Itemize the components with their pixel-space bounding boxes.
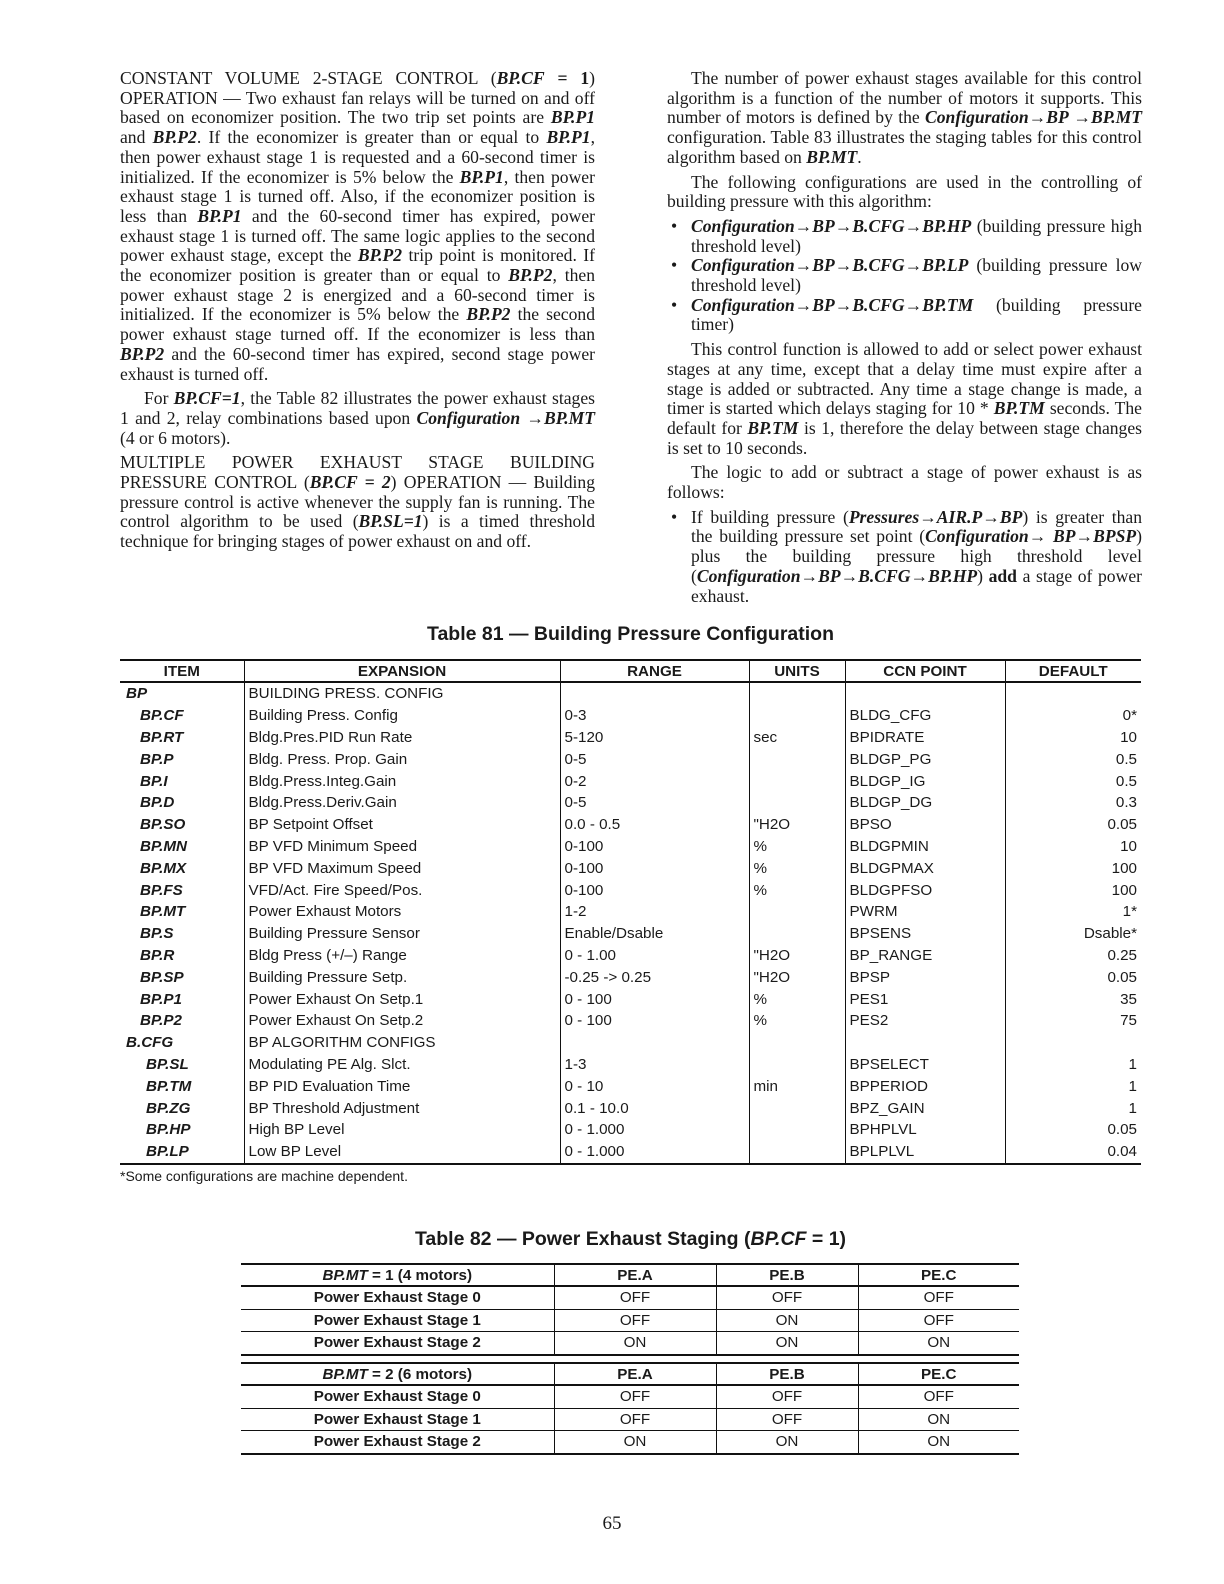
cell-pe-b: OFF: [716, 1408, 858, 1431]
cell-stage: Power Exhaust Stage 0: [241, 1286, 554, 1309]
bullet-bp-hp: • Configuration→BP→B.CFG→BP.HP (building pressure high threshold level): [667, 217, 1142, 256]
col-header-range: RANGE: [560, 660, 749, 682]
table-row: [120, 792, 1141, 814]
cell-default: 1: [1005, 1097, 1141, 1119]
cell-ccn-point: PWRM: [845, 901, 1005, 923]
cell-stage: Power Exhaust Stage 1: [241, 1408, 554, 1431]
cell-item: BP: [126, 685, 148, 703]
cell-range: 0 - 1.00: [560, 945, 749, 967]
cell-default: 0.3: [1005, 792, 1141, 814]
cell-item: B.CFG: [126, 1034, 174, 1052]
table81-footnote: *Some configurations are machine dependent.: [120, 1168, 408, 1184]
left-column: [120, 69, 595, 557]
cell-default: 0.05: [1005, 1119, 1141, 1141]
cell-item: BP.RT: [140, 728, 184, 746]
cell-item: BP.MT: [140, 903, 186, 921]
right-column: [667, 69, 1142, 611]
table82-group-4-motors: [241, 1263, 1019, 1356]
cell-item: BP.SO: [140, 816, 186, 834]
table81-title: Table 81 — Building Pressure Configuration: [426, 623, 835, 645]
cell-ccn-point: BLDGPFSO: [845, 879, 1005, 901]
table-row: [120, 988, 1141, 1010]
cell-pe-b: OFF: [716, 1286, 858, 1309]
paragraph-constant-volume: CONSTANT VOLUME 2-STAGE CONTROL (BP.CF = 1) OPERATION — Two exhaust fan relays will be turned on and off based on economizer position. The two trip set points are BP.P1 and BP.P2. If the economizer is greater than or equal to BP.P1, then power exhaust stage 1 is requested and a 60-second timer is initialized. If the economizer is 5% below the BP.P1, then power exhaust stage 1 is turned off. Also, if the economizer position is less than BP.P1 and the 60-second timer has expired, power exhaust stage 1 is turned off. The same logic applies to the second power exhaust stage, except the BP.P2 trip point is monitored. If the economizer position is greater than or equal to BP.P2, then power exhaust stage 2 is energized and a 60-second timer is initialized. If the economizer is 5% below the BP.P2 the second power exhaust stage turned off. If the economizer is less than BP.P2 and the 60-second timer has expired, second stage power exhaust is turned off.: [120, 68, 596, 384]
cell-ccn-point: BPZ_GAIN: [845, 1097, 1005, 1119]
cell-default: 100: [1005, 857, 1141, 879]
table-row: [120, 857, 1141, 879]
cell-item: BP.HP: [146, 1121, 191, 1139]
cell-units: [749, 748, 845, 770]
col-header-item: ITEM: [120, 660, 244, 682]
cell-expansion: Bldg.Pres.PID Run Rate: [244, 727, 560, 749]
cell-ccn-point: [845, 682, 1005, 705]
table82-group-6-motors: [241, 1362, 1019, 1455]
cell-pe-c: OFF: [858, 1309, 1019, 1332]
paragraph-bpcf1: For BP.CF=1, the Table 82 illustrates the power exhaust stages 1 and 2, relay combinations based upon Configuration →BP.MT (4 or 6 motors).: [120, 388, 595, 448]
cell-item: BP.LP: [120, 1141, 244, 1164]
col-header-expansion: EXPANSION: [244, 660, 560, 682]
cell-units: "H2O: [749, 945, 845, 967]
cell-ccn-point: [845, 1032, 1005, 1054]
table-row: [241, 1385, 1019, 1408]
bullet-bp-lp: • Configuration→BP→B.CFG→BP.LP (building pressure low threshold level): [667, 256, 1142, 295]
table-row: [120, 923, 1141, 945]
cell-range: 1-3: [560, 1054, 749, 1076]
table-row: [120, 1032, 1141, 1054]
cell-pe-b: ON: [716, 1332, 858, 1355]
cell-expansion: BP PID Evaluation Time: [244, 1075, 560, 1097]
cell-range: 0-5: [560, 792, 749, 814]
cell-ccn-point: BPSP: [845, 966, 1005, 988]
cell-item: BP.SL: [146, 1055, 189, 1073]
cell-ccn-point: BPPERIOD: [845, 1075, 1005, 1097]
cell-pe-a: ON: [554, 1431, 716, 1454]
page-number: 65: [602, 1513, 622, 1534]
table-row: [241, 1408, 1019, 1431]
col-header-pe-a: PE.A: [554, 1264, 716, 1286]
cell-ccn-point: PES2: [845, 1010, 1005, 1032]
cell-default: Dsable*: [1005, 923, 1141, 945]
paragraph-logic-intro: The logic to add or subtract a stage of power exhaust is as follows:: [667, 462, 1142, 503]
cell-ccn-point: BLDGPMAX: [845, 857, 1005, 879]
col-header-pe-a: PE.A: [554, 1363, 716, 1385]
table-row: [120, 1075, 1141, 1097]
cell-range: 0-100: [560, 836, 749, 858]
cell-range: 0-2: [560, 770, 749, 792]
table82-group-header-row: [241, 1264, 1019, 1286]
cell-ccn-point: BLDGPMIN: [845, 836, 1005, 858]
bullet-bp-tm: • Configuration→BP→B.CFG→BP.TM (building pressure timer): [667, 296, 1142, 335]
cell-units: %: [749, 857, 845, 879]
table-row: [120, 748, 1141, 770]
cell-item: BP.FS: [140, 881, 183, 899]
table-row: [120, 901, 1141, 923]
table-row: [241, 1431, 1019, 1454]
cell-expansion: VFD/Act. Fire Speed/Pos.: [244, 879, 560, 901]
cell-expansion: Building Pressure Sensor: [244, 923, 560, 945]
cell-pe-a: ON: [554, 1332, 716, 1355]
cell-range: 0.0 - 0.5: [560, 814, 749, 836]
table-row: [120, 814, 1141, 836]
cell-default: 0.05: [1005, 814, 1141, 836]
cell-units: [749, 1097, 845, 1119]
cell-item: BP.R: [140, 946, 175, 964]
cell-pe-b: OFF: [716, 1385, 858, 1408]
table-row: [120, 1010, 1141, 1032]
cell-range: 0.1 - 10.0: [560, 1097, 749, 1119]
cell-range: [560, 1032, 749, 1054]
cell-item: BP.TM: [146, 1077, 192, 1095]
cell-ccn-point: BPHPLVL: [845, 1119, 1005, 1141]
cell-default: 35: [1005, 988, 1141, 1010]
cell-stage: Power Exhaust Stage 2: [241, 1332, 554, 1355]
cell-item: BP.SP: [140, 968, 184, 986]
cell-ccn-point: BPSELECT: [845, 1054, 1005, 1076]
cell-range: 0 - 100: [560, 988, 749, 1010]
cell-units: %: [749, 1010, 845, 1032]
cell-ccn-point: BLDGP_DG: [845, 792, 1005, 814]
paragraph-configs-intro: The following configurations are used in the controlling of building pressure with this algorithm:: [667, 171, 1142, 212]
cell-units: [749, 901, 845, 923]
group-header-motors: BP.MT = 1 (4 motors): [241, 1264, 554, 1286]
paragraph-multiple-stage: MULTIPLE POWER EXHAUST STAGE BUILDING PRESSURE CONTROL (BP.CF = 2) OPERATION — Building pressure control is active whenever the supply fan is running. The control algorithm to be used (BP.SL=1) is a timed threshold technique for bringing stages of power exhaust on and off.: [120, 452, 596, 552]
cell-expansion: Building Press. Config: [244, 705, 560, 727]
table82-title: Table 82 — Power Exhaust Staging (BP.CF = 1): [414, 1228, 847, 1250]
cell-default: 10: [1005, 836, 1141, 858]
cell-ccn-point: BPSENS: [845, 923, 1005, 945]
table82-group-header-row: [241, 1363, 1019, 1385]
table82-group-body: [241, 1385, 1019, 1454]
cell-expansion: Building Pressure Setp.: [244, 966, 560, 988]
cell-range: 0 - 10: [560, 1075, 749, 1097]
cell-range: 0 - 100: [560, 1010, 749, 1032]
cell-units: [749, 923, 845, 945]
cell-expansion: Power Exhaust On Setp.1: [244, 988, 560, 1010]
cell-range: 0-100: [560, 879, 749, 901]
cell-units: [749, 682, 845, 705]
cell-range: 0-5: [560, 748, 749, 770]
cell-pe-c: ON: [858, 1408, 1019, 1431]
cell-default: 0.5: [1005, 748, 1141, 770]
table81-header-row: [120, 660, 1141, 682]
cell-ccn-point: BP_RANGE: [845, 945, 1005, 967]
cell-item: BP.P: [140, 750, 174, 768]
cell-expansion: BP ALGORITHM CONFIGS: [244, 1032, 560, 1054]
table-row: [120, 770, 1141, 792]
cell-item: BP.P2: [140, 1012, 182, 1030]
cell-ccn-point: BPLPLVL: [845, 1141, 1005, 1164]
cell-units: [749, 1032, 845, 1054]
cell-units: "H2O: [749, 966, 845, 988]
cell-range: 0 - 1.000: [560, 1141, 749, 1164]
table-row: [120, 1097, 1141, 1119]
cell-pe-c: OFF: [858, 1385, 1019, 1408]
col-header-pe-b: PE.B: [716, 1264, 858, 1286]
cell-default: 0.05: [1005, 966, 1141, 988]
cell-units: "H2O: [749, 814, 845, 836]
cell-units: [749, 1141, 845, 1164]
cell-units: %: [749, 988, 845, 1010]
cell-expansion: Bldg Press (+/–) Range: [244, 945, 560, 967]
cell-item: BP.MN: [140, 837, 187, 855]
cell-stage: Power Exhaust Stage 1: [241, 1309, 554, 1332]
cell-units: min: [749, 1075, 845, 1097]
table-row: [120, 727, 1141, 749]
table81: [120, 659, 1141, 1165]
table81-body: [120, 682, 1141, 1164]
col-header-pe-c: PE.C: [858, 1264, 1019, 1286]
cell-units: [749, 705, 845, 727]
col-header-pe-b: PE.B: [716, 1363, 858, 1385]
cell-ccn-point: BLDGP_PG: [845, 748, 1005, 770]
cell-units: [749, 1054, 845, 1076]
cell-default: 10: [1005, 727, 1141, 749]
cell-expansion: Low BP Level: [244, 1141, 560, 1164]
cell-units: %: [749, 879, 845, 901]
cell-item: BP.D: [140, 794, 175, 812]
cell-ccn-point: BPIDRATE: [845, 727, 1005, 749]
col-header-default: DEFAULT: [1005, 660, 1141, 682]
table-row: [120, 966, 1141, 988]
cell-item: BP.P1: [140, 990, 182, 1008]
logic-bullet-list: [667, 508, 1142, 607]
cell-expansion: Bldg.Press.Integ.Gain: [244, 770, 560, 792]
cell-expansion: BP VFD Minimum Speed: [244, 836, 560, 858]
table82-group-body: [241, 1286, 1019, 1355]
group-header-motors: BP.MT = 2 (6 motors): [241, 1363, 554, 1385]
cell-expansion: Bldg.Press.Deriv.Gain: [244, 792, 560, 814]
cell-expansion: BP Setpoint Offset: [244, 814, 560, 836]
cell-range: 0 - 1.000: [560, 1119, 749, 1141]
cell-default: 0.25: [1005, 945, 1141, 967]
cell-ccn-point: PES1: [845, 988, 1005, 1010]
cell-pe-a: OFF: [554, 1385, 716, 1408]
cell-range: [560, 682, 749, 705]
table-row: [120, 945, 1141, 967]
cell-item: BP.CF: [140, 707, 184, 725]
cell-ccn-point: BLDGP_IG: [845, 770, 1005, 792]
cell-pe-b: ON: [716, 1309, 858, 1332]
cell-default: 1: [1005, 1075, 1141, 1097]
col-header-ccn-point: CCN POINT: [845, 660, 1005, 682]
cell-stage: Power Exhaust Stage 0: [241, 1385, 554, 1408]
table-row: [120, 836, 1141, 858]
cell-default: [1005, 1032, 1141, 1054]
cell-default: [1005, 682, 1141, 705]
cell-item: BP.I: [140, 772, 168, 790]
cell-expansion: High BP Level: [244, 1119, 560, 1141]
table-row: [120, 705, 1141, 727]
cell-pe-b: ON: [716, 1431, 858, 1454]
cell-default: 1: [1005, 1054, 1141, 1076]
table-row: [241, 1309, 1019, 1332]
cell-pe-a: OFF: [554, 1309, 716, 1332]
col-header-pe-c: PE.C: [858, 1363, 1019, 1385]
cell-default: 0.04: [1005, 1141, 1141, 1164]
cell-expansion: BUILDING PRESS. CONFIG: [244, 682, 560, 705]
table-row: [120, 1119, 1141, 1141]
col-header-units: UNITS: [749, 660, 845, 682]
cell-item: BP.ZG: [146, 1099, 191, 1117]
cell-default: 0.5: [1005, 770, 1141, 792]
cell-default: 1*: [1005, 901, 1141, 923]
cell-item: BP.S: [140, 925, 174, 943]
cell-pe-c: OFF: [858, 1286, 1019, 1309]
cell-units: [749, 770, 845, 792]
cell-range: Enable/Dsable: [560, 923, 749, 945]
cell-default: 75: [1005, 1010, 1141, 1032]
bullet-add-stage: • If building pressure (Pressures→AIR.P→BP) is greater than the building pressure set point (Configuration→ BP→BPSP) plus the building pressure high threshold level (Configuration→BP→B.CFG→BP.HP) add a stage of power exhaust.: [667, 508, 1142, 607]
cell-range: 0-100: [560, 857, 749, 879]
table-row: [241, 1286, 1019, 1309]
table-row: [241, 1332, 1019, 1355]
cell-pe-c: ON: [858, 1431, 1019, 1454]
cell-expansion: BP VFD Maximum Speed: [244, 857, 560, 879]
cell-pe-a: OFF: [554, 1408, 716, 1431]
table-row: [120, 1054, 1141, 1076]
cell-expansion: Bldg. Press. Prop. Gain: [244, 748, 560, 770]
cell-ccn-point: BLDG_CFG: [845, 705, 1005, 727]
cell-stage: Power Exhaust Stage 2: [241, 1431, 554, 1454]
cell-units: %: [749, 836, 845, 858]
cell-range: -0.25 -> 0.25: [560, 966, 749, 988]
cell-ccn-point: BPSO: [845, 814, 1005, 836]
cell-expansion: Power Exhaust On Setp.2: [244, 1010, 560, 1032]
cell-pe-c: ON: [858, 1332, 1019, 1355]
cell-range: 5-120: [560, 727, 749, 749]
cell-range: 0-3: [560, 705, 749, 727]
cell-default: 0*: [1005, 705, 1141, 727]
table-row: [120, 682, 1141, 705]
config-bullet-list: [667, 217, 1142, 335]
cell-expansion: BP Threshold Adjustment: [244, 1097, 560, 1119]
cell-pe-a: OFF: [554, 1286, 716, 1309]
table-row: [120, 879, 1141, 901]
cell-expansion: Power Exhaust Motors: [244, 901, 560, 923]
cell-range: 1-2: [560, 901, 749, 923]
cell-units: sec: [749, 727, 845, 749]
cell-item: BP.MX: [140, 859, 187, 877]
cell-units: [749, 1119, 845, 1141]
cell-default: 100: [1005, 879, 1141, 901]
paragraph-delay: This control function is allowed to add or select power exhaust stages at any time, except that a delay time must expire after a stage is added or subtracted. Any time a stage change is made, a timer is started which delays staging for 10 * BP.TM seconds. The default for BP.TM is 1, therefore the delay between stage changes is set to 10 seconds.: [667, 339, 1142, 458]
paragraph-motor-count: The number of power exhaust stages available for this control algorithm is a function of the number of motors it supports. This number of motors is defined by the Configuration→BP →BP.MT configuration. Table 83 illustrates the staging tables for this control algorithm based on BP.MT.: [667, 68, 1142, 167]
cell-expansion: Modulating PE Alg. Slct.: [244, 1054, 560, 1076]
cell-units: [749, 792, 845, 814]
table-row: [120, 1141, 1141, 1164]
